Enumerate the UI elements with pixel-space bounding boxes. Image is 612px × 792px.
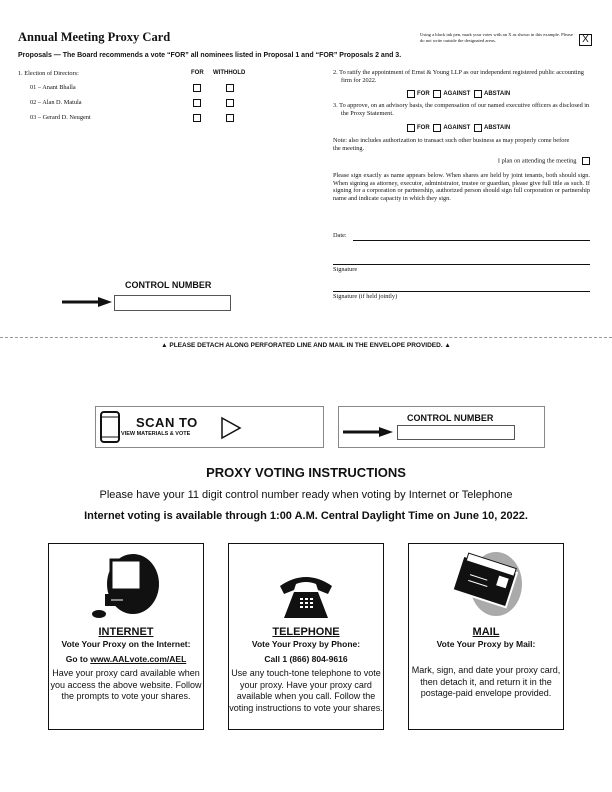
scan-subtitle: VIEW MATERIALS & VOTE (121, 431, 191, 437)
signature-label: Signature (333, 266, 358, 273)
for-label: FOR (417, 125, 430, 131)
nominee-1-for-checkbox[interactable] (193, 84, 201, 92)
proposals-heading: Proposals — The Board recommends a vote “FOR” all nominees listed in Proposal 1 and “FOR” Proposals 2 and 3. (18, 52, 402, 59)
internet-method (48, 543, 204, 730)
control-number-box-2 (397, 425, 515, 440)
telephone-heading: TELEPHONE (272, 626, 340, 638)
proposal3-options (407, 124, 512, 132)
nominee-2-withhold-checkbox[interactable] (226, 99, 234, 107)
proposal2-for-checkbox[interactable] (407, 90, 415, 98)
mail-method (408, 543, 564, 730)
internet-body: Have your proxy card available when you access the above website. Follow the prompts to vote your shares. (50, 668, 202, 701)
abstain-label: ABSTAIN (484, 125, 511, 131)
against-label: AGAINST (443, 125, 471, 131)
instructions-line1: Please have your 11 digit control number ready when voting by Internet or Telephone (99, 489, 513, 501)
proposal2-against-checkbox[interactable] (433, 90, 441, 98)
abstain-label: ABSTAIN (484, 91, 511, 97)
mail-body: Mark, sign, and date your proxy card, then detach it, and return it in the postage-paid envelope provided. (411, 665, 561, 698)
telephone-icon (229, 544, 383, 622)
scan-title: SCAN TO (136, 415, 198, 430)
control-number-panel (338, 406, 545, 448)
proposal3-text: 3. To approve, on an advisory basis, the compensation of our named executive officers as disclosed in the Proxy Statement. (333, 102, 590, 117)
instructions-line2: Internet voting is available through 1:00 A.M. Central Daylight Time on June 10, 2022. (84, 510, 528, 522)
proposal3-against-checkbox[interactable] (433, 124, 441, 132)
nominee-1-withhold-checkbox[interactable] (226, 84, 234, 92)
proposal2-text: 2. To ratify the appointment of Ernst & Young LLP as our independent registered public accounting firm for 2022. (333, 69, 584, 84)
nominee-3: 03 – Gerard D. Neugent (30, 114, 91, 121)
nominee-2-for-checkbox[interactable] (193, 99, 201, 107)
telephone-number: Call 1 (866) 804-9616 (264, 654, 348, 664)
mail-envelope-icon (409, 544, 563, 622)
computer-icon (49, 544, 203, 622)
col-for: FOR (191, 70, 204, 76)
perforated-line (0, 337, 612, 338)
control-number-label: CONTROL NUMBER (125, 280, 212, 290)
page-title: Annual Meeting Proxy Card (18, 30, 171, 44)
example-mark-box: X (579, 34, 592, 46)
proposal3-abstain-checkbox[interactable] (474, 124, 482, 132)
telephone-method (228, 543, 384, 730)
date-label: Date: (333, 232, 347, 239)
instructions-title: PROXY VOTING INSTRUCTIONS (206, 465, 406, 480)
internet-link[interactable]: www.AALvote.com/AEL (90, 654, 187, 664)
arrow-right-icon (62, 297, 112, 307)
nominee-2: 02 – Alan D. Matula (30, 99, 82, 106)
internet-action (49, 654, 203, 664)
control-number-label-2: CONTROL NUMBER (407, 413, 494, 423)
arrow-right-icon (343, 427, 393, 437)
phone-icon (100, 411, 120, 443)
signature-joint-line[interactable] (333, 291, 590, 292)
date-line[interactable] (353, 240, 590, 241)
against-label: AGAINST (443, 91, 471, 97)
mail-sub: Vote Your Proxy by Mail: (436, 639, 536, 649)
internet-sub: Vote Your Proxy on the Internet: (61, 639, 191, 649)
for-label: FOR (417, 91, 430, 97)
ink-instruction: Using a black ink pen, mark your votes with an X as shown in this example. Please do not write outside the designated areas. (420, 32, 573, 43)
col-withhold: WITHHOLD (213, 70, 246, 76)
internet-heading: INTERNET (98, 626, 154, 638)
internet-action-prefix: Go to (65, 654, 91, 664)
scan-box[interactable] (95, 406, 324, 448)
signature-line[interactable] (333, 264, 590, 265)
mail-heading: MAIL (472, 626, 500, 638)
nominee-1: 01 – Anant Bhalla (30, 84, 76, 91)
play-arrow-icon (220, 416, 242, 440)
detach-instruction: ▲ PLEASE DETACH ALONG PERFORATED LINE AND MAIL IN THE ENVELOPE PROVIDED. ▲ (161, 342, 451, 349)
control-number-box (114, 295, 231, 311)
attend-checkbox[interactable] (582, 157, 590, 165)
signature-joint-label: Signature (if held jointly) (333, 293, 398, 300)
attend-label (498, 157, 590, 165)
proposal2-abstain-checkbox[interactable] (474, 90, 482, 98)
note: Note: also includes authorization to transact such other business as may properly come before the meeting. (333, 137, 570, 152)
telephone-body: Use any touch-tone telephone to vote your proxy. Have your proxy card available when you call. Follow the voting instructions to vote your shares. (229, 668, 383, 713)
proposal1-label: 1. Election of Directors: (18, 70, 79, 77)
proposal3-for-checkbox[interactable] (407, 124, 415, 132)
attend-text: I plan on attending the meeting (497, 157, 577, 165)
proposal2-options (407, 90, 512, 98)
telephone-sub: Vote Your Proxy by Phone: (251, 639, 361, 649)
sign-instructions: Please sign exactly as name appears below. When shares are held by joint tenants, both should sign. When signing as attorney, executor, administrator, trustee or guardian, please give full title as such. If signing for a corporation or partnership, authorized person should sign full corporation or partnership name and indicate capacity in which they sign. (333, 172, 590, 202)
nominee-3-for-checkbox[interactable] (193, 114, 201, 122)
nominee-3-withhold-checkbox[interactable] (226, 114, 234, 122)
